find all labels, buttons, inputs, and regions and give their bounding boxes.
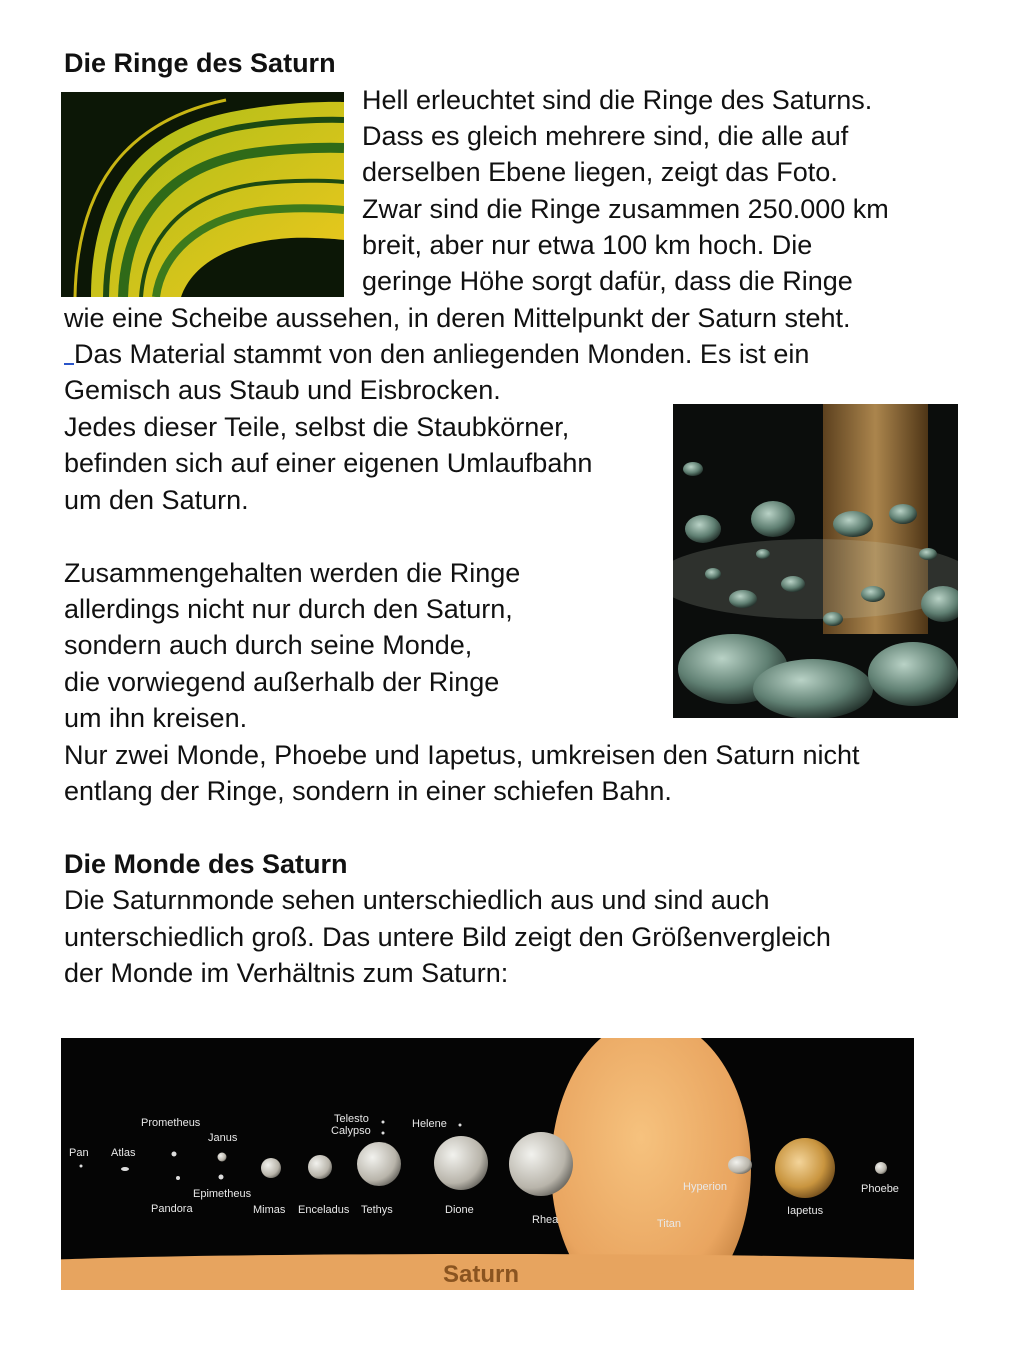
paragraph-line: Zusammengehalten werden die Ringe: [64, 558, 521, 588]
paragraph-line: unterschiedlich groß. Das untere Bild zeigt den Größenvergleich: [64, 922, 831, 952]
paragraph-line: Nur zwei Monde, Phoebe und Iapetus, umkreisen den Saturn nicht: [64, 740, 860, 770]
hyperlink-anchor[interactable]: [64, 336, 74, 365]
paragraph-line: allerdings nicht nur durch den Saturn,: [64, 594, 513, 624]
paragraph-line: der Monde im Verhältnis zum Saturn:: [64, 958, 509, 988]
paragraph-line: Hell erleuchtet sind die Ringe des Saturns.: [362, 85, 873, 115]
saturn-label: Saturn: [442, 1261, 520, 1288]
ring-particles-illustration: [673, 404, 958, 718]
moon-label-atlas: Atlas: [111, 1147, 136, 1159]
moon-label-hyperion: Hyperion: [683, 1181, 728, 1193]
saturn-planet-shape: [551, 1038, 751, 1290]
moon-label-iapetus: Iapetus: [787, 1205, 824, 1217]
paragraph-line: Die Saturnmonde sehen unterschiedlich aus und sind auch: [64, 885, 770, 915]
paragraph-line: derselben Ebene liegen, zeigt das Foto.: [362, 157, 838, 187]
paragraph-line: geringe Höhe sorgt dafür, dass die Ringe: [362, 266, 853, 296]
moon-label-pandora: Pandora: [151, 1203, 193, 1215]
moon-label-enceladus: Enceladus: [298, 1204, 350, 1216]
paragraph-line: wie eine Scheibe aussehen, in deren Mittelpunkt der Saturn steht.: [64, 303, 851, 333]
paragraph-line: Zwar sind die Ringe zusammen 250.000 km: [362, 194, 889, 224]
moon-label-epimetheus: Epimetheus: [193, 1188, 252, 1200]
heading-rings: Die Ringe des Saturn: [64, 48, 336, 78]
moon-label-calypso: Calypso: [331, 1125, 371, 1137]
paragraph-line: Gemisch aus Staub und Eisbrocken.: [64, 375, 501, 405]
paragraph-line: die vorwiegend außerhalb der Ringe: [64, 667, 500, 697]
moon-label-phoebe: Phoebe: [861, 1183, 899, 1195]
paragraph-line: um ihn kreisen.: [64, 703, 248, 733]
moon-label-rhea: Rhea: [532, 1214, 559, 1226]
paragraph-line: sondern auch durch seine Monde,: [64, 630, 473, 660]
moon-label-tethys: Tethys: [361, 1204, 393, 1216]
saturn-moons-size-comparison: [61, 1038, 914, 1290]
moon-label-dione: Dione: [445, 1204, 474, 1216]
moon-label-helene: Helene: [412, 1118, 447, 1130]
paragraph-line: Dass es gleich mehrere sind, die alle auf: [362, 121, 849, 151]
paragraph-line: Jedes dieser Teile, selbst die Staubkörner,: [64, 412, 570, 442]
paragraph-line-with-link: Das Material stammt von den anliegenden Monden. Es ist ein: [64, 336, 809, 372]
moon-label-titan: Titan: [657, 1218, 682, 1230]
paragraph-line: entlang der Ringe, sondern in einer schiefen Bahn.: [64, 776, 672, 806]
moon-label-pan: Pan: [69, 1147, 89, 1159]
moon-label-prometheus: Prometheus: [141, 1117, 201, 1129]
heading-moons: Die Monde des Saturn: [64, 849, 348, 879]
moon-label-telesto: Telesto: [334, 1113, 369, 1125]
paragraph-line: befinden sich auf einer eigenen Umlaufbahn: [64, 448, 593, 478]
saturn-rings-photo: [61, 92, 344, 297]
paragraph-line: breit, aber nur etwa 100 km hoch. Die: [362, 230, 813, 260]
moon-label-janus: Janus: [208, 1132, 238, 1144]
paragraph-line: um den Saturn.: [64, 485, 249, 515]
moon-label-mimas: Mimas: [253, 1204, 286, 1216]
